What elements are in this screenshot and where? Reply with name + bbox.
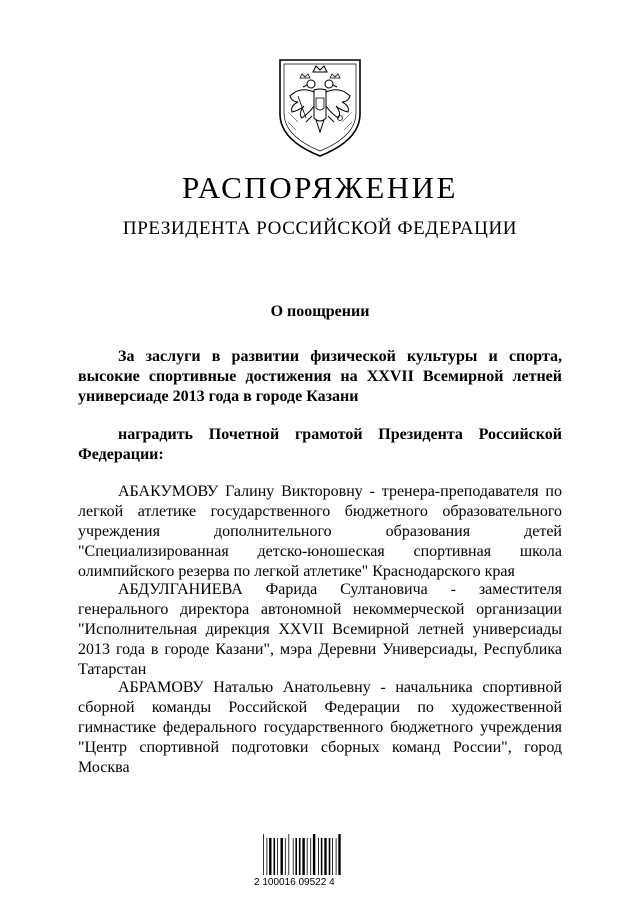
merits-paragraph: За заслуги в развитии физической культуры и спорта, высокие спортивные достижения на XXVII Всемирной летней универсиаде 2013 года в городе Казани	[78, 348, 562, 405]
document-title: РАСПОРЯЖЕНИЕ	[182, 170, 458, 205]
awardee-paragraph: АБАКУМОВУ Галину Викторовну - тренера-преподавателя по легкой атлетике государственного бюджетного образовательного учреждения дополнительного образования детей "Специализированная детско-юношеская спортивная школа олимпийского резерва по легкой атлетике" Краснодарского края	[78, 483, 562, 580]
coat-of-arms-icon	[276, 52, 364, 158]
awardee-paragraph: АБДУЛГАНИЕВА Фарида Султановича - заместителя генерального директора автономной некоммерческой организации "Исполнительная дирекция XXVII Всемирной летней универсиады 2013 года в городе Казани", мэра Деревни Универсиады, Республика Татарстан	[78, 581, 562, 678]
document-subject: О поощрении	[270, 303, 370, 320]
barcode-number: 2 100016 09522 4	[254, 877, 335, 888]
awardee-paragraph: АБРАМОВУ Наталью Анатольевну - начальника спортивной сборной команды Российской Федерации по художественной гимнастике федерального государственного бюджетного учреждения "Центр спортивной подготовки сборных команд России", город Москва	[78, 679, 562, 776]
document-subtitle: ПРЕЗИДЕНТА РОССИЙСКОЙ ФЕДЕРАЦИИ	[122, 218, 518, 239]
award-paragraph: наградить Почетной грамотой Президента Российской Федерации:	[78, 426, 562, 463]
barcode-icon	[262, 832, 342, 877]
